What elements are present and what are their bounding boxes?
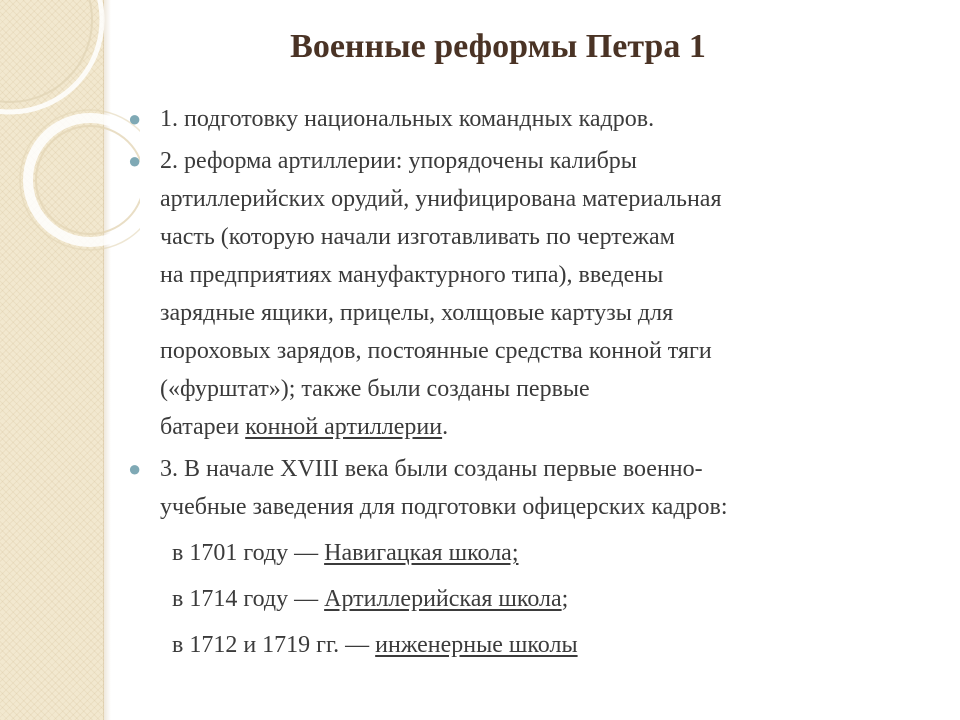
bullet-dot-icon: ● bbox=[128, 456, 142, 481]
bullet-3-line-2: учебные заведения для подготовки офицерских кадров: bbox=[160, 494, 728, 520]
school-item-artillery bbox=[126, 576, 926, 622]
bullet-2-line-1: 2. реформа артиллерии: упорядочены калибры bbox=[160, 148, 637, 174]
bullet-dot-icon: ● bbox=[128, 148, 142, 173]
horse-artillery-link[interactable]: конной артиллерии bbox=[245, 414, 443, 440]
bullet-2-line-4: на предприятиях мануфактурного типа), введены bbox=[160, 262, 664, 288]
bullet-item-3 bbox=[126, 450, 926, 526]
artillery-school-link[interactable]: Артиллерийская школа bbox=[324, 586, 562, 612]
school-2-prefix: в 1714 году — bbox=[172, 586, 325, 612]
bullet-2-line-8 bbox=[160, 408, 926, 446]
school-2-suffix: ; bbox=[561, 586, 569, 612]
slide-content bbox=[126, 100, 926, 668]
bullet-item-2 bbox=[126, 142, 926, 446]
engineering-schools-link[interactable]: инженерные школы bbox=[375, 632, 578, 658]
bullet-2-last-prefix: батареи bbox=[160, 414, 246, 440]
bullet-2-line-3: часть (которую начали изготавливать по чертежам bbox=[160, 224, 675, 250]
school-item-navigation bbox=[126, 530, 926, 576]
bullet-1-line-1: 1. подготовку национальных командных кадров. bbox=[160, 106, 655, 132]
bullet-item-1 bbox=[126, 100, 926, 138]
school-1-prefix: в 1701 году — bbox=[172, 540, 325, 566]
slide-title bbox=[104, 28, 960, 66]
bullet-dot-icon: ● bbox=[128, 106, 142, 131]
bullet-2-last-suffix: . bbox=[442, 414, 449, 440]
bullet-2-line-7: («фурштат»); также были созданы первые bbox=[160, 376, 590, 402]
navigation-school-link[interactable]: Навигацкая школа; bbox=[324, 540, 519, 566]
schools-list bbox=[126, 530, 926, 668]
bullet-3-line-1: 3. В начале XVIII века были созданы первые военно- bbox=[160, 456, 703, 482]
school-3-prefix: в 1712 и 1719 гг. — bbox=[172, 632, 376, 658]
bullet-2-line-5: зарядные ящики, прицелы, холщовые картузы для bbox=[160, 300, 674, 326]
bullet-2-line-2: артиллерийских орудий, унифицирована материальная bbox=[160, 186, 722, 212]
bullet-2-line-6: пороховых зарядов, постоянные средства конной тяги bbox=[160, 338, 712, 364]
school-item-engineering bbox=[126, 622, 926, 668]
slide-title-text: Военные реформы Петра 1 bbox=[290, 28, 706, 65]
